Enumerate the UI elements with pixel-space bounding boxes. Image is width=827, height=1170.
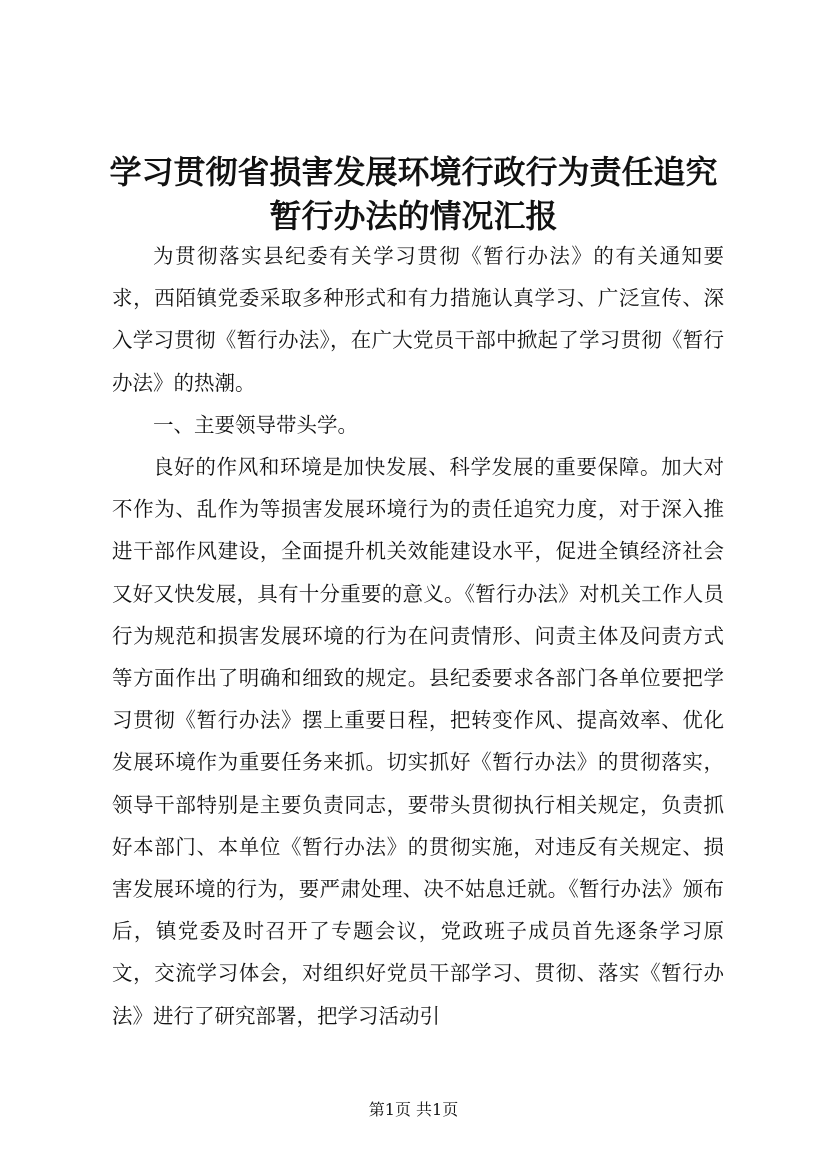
document-title: 学习贯彻省损害发展环境行政行为责任追究暂行办法的情况汇报 xyxy=(109,153,718,235)
page-footer: 第1页 共1页 xyxy=(368,1100,459,1119)
paragraph-main: 良好的作风和环境是加快发展、科学发展的重要保障。加大对不作为、乱作为等损害发展环境行为的责任追究力度，对于深入推进干部作风建设，全面提升机关效能建设水平，促进全镇经济社会又好又快发展，具有十分重要的意义。《暂行办法》对机关工作人员行为规范和损害发展环境的行为在问责情形、问责主体及问责方式等方面作出了明确和细致的规定。县纪委要求各部门各单位要把学习贯彻《暂行办法》摆上重要日程，把转变作风、提高效率、优化发展环境作为重要任务来抓。切实抓好《暂行办法》的贯彻落实，领导干部特别是主要负责同志，要带头贯彻执行相关规定，负责抓好本部门、本单位《暂行办法》的贯彻实施，对违反有关规定、损害发展环境的行为，要严肃处理、决不姑息迁就。《暂行办法》颁布后，镇党委及时召开了专题会议，党政班子成员首先逐条学习原文，交流学习体会，对组织好党员干部学习、贯彻、落实《暂行办法》进行了研究部署，把学习活动引 xyxy=(112,455,724,1028)
document-body xyxy=(112,235,724,1037)
section-heading: 一、主要领导带头学。 xyxy=(153,412,358,437)
paragraph-intro: 为贯彻落实县纪委有关学习贯彻《暂行办法》的有关通知要求，西陌镇党委采取多种形式和有力措施认真学习、广泛宣传、深入学习贯彻《暂行办法》，在广大党员干部中掀起了学习贯彻《暂行办法》的热潮。 xyxy=(112,244,724,395)
